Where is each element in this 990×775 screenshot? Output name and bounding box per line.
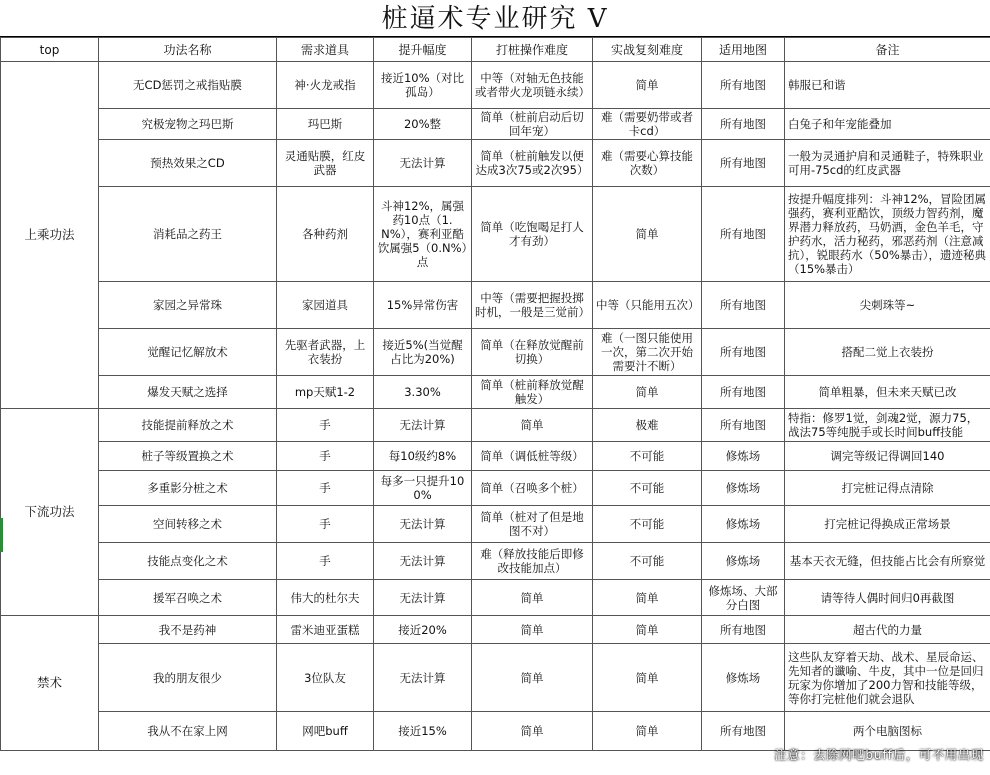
real-difficulty-cell: 难（需要奶带或者卡cd） — [593, 109, 702, 140]
col-header-real: 实战复刻难度 — [593, 38, 702, 62]
real-difficulty-cell: 简单 — [593, 644, 702, 712]
real-difficulty-cell: 简单 — [593, 187, 702, 282]
applicable-map-cell: 修炼场 — [702, 471, 785, 506]
table-row — [1, 506, 990, 543]
pile-difficulty-cell: 简单（在释放觉醒前切换） — [472, 329, 593, 376]
overlay-caption: 注意：去除网吧buff后，可不用出现 — [774, 748, 984, 762]
note-cell: 超古代的力量 — [785, 616, 990, 644]
note-cell: 白兔子和年宠能叠加 — [785, 109, 990, 140]
note-cell: 搭配二觉上衣装扮 — [785, 329, 990, 376]
technique-name-cell: 空间转移之术 — [99, 506, 277, 543]
pile-difficulty-cell: 简单 — [472, 580, 593, 616]
real-difficulty-cell: 极难 — [593, 409, 702, 442]
table-row — [1, 282, 990, 329]
pile-difficulty-cell: 简单（桩前释放觉醒触发） — [472, 376, 593, 409]
note-cell: 这些队友穿着天劫、战术、星辰命运、先知者的谶喻、牛皮，其中一位是回归玩家为你增加了200力智和技能等级，等你打完桩他们就会退队 — [785, 644, 990, 712]
table-row — [1, 140, 990, 187]
boost-amount-cell: 接近20% — [374, 616, 472, 644]
applicable-map-cell: 所有地图 — [702, 329, 785, 376]
real-difficulty-cell: 不可能 — [593, 543, 702, 580]
boost-amount-cell: 无法计算 — [374, 644, 472, 712]
boost-amount-cell: 接近15% — [374, 712, 472, 751]
note-cell: 调完等级记得调回140 — [785, 442, 990, 471]
real-difficulty-cell: 简单 — [593, 62, 702, 109]
boost-amount-cell: 无法计算 — [374, 409, 472, 442]
boost-amount-cell: 20%整 — [374, 109, 472, 140]
col-header-note: 备注 — [785, 38, 990, 62]
technique-name-cell: 爆发天赋之选择 — [99, 376, 277, 409]
applicable-map-cell: 所有地图 — [702, 409, 785, 442]
required-item-cell: 玛巴斯 — [277, 109, 374, 140]
real-difficulty-cell: 难（需要心算技能次数） — [593, 140, 702, 187]
applicable-map-cell: 修炼场 — [702, 644, 785, 712]
col-header-map: 适用地图 — [702, 38, 785, 62]
category-cell: 上乘功法 — [1, 62, 99, 409]
pile-difficulty-cell: 简单（调低桩等级） — [472, 442, 593, 471]
boost-amount-cell: 无法计算 — [374, 543, 472, 580]
technique-name-cell: 无CD惩罚之戒指贴膜 — [99, 62, 277, 109]
col-header-top: top — [1, 38, 99, 62]
note-cell: 简单粗暴，但未来天赋已改 — [785, 376, 990, 409]
technique-name-cell: 桩子等级置换之术 — [99, 442, 277, 471]
technique-name-cell: 家园之异常珠 — [99, 282, 277, 329]
required-item-cell: 3位队友 — [277, 644, 374, 712]
boost-amount-cell: 3.30% — [374, 376, 472, 409]
table-row — [1, 616, 990, 644]
boost-amount-cell: 每10级约8% — [374, 442, 472, 471]
technique-name-cell: 技能点变化之术 — [99, 543, 277, 580]
applicable-map-cell: 所有地图 — [702, 187, 785, 282]
note-cell: 一般为灵通护肩和灵通鞋子，特殊职业可用-75cd的红皮武器 — [785, 140, 990, 187]
required-item-cell: 神·火龙戒指 — [277, 62, 374, 109]
technique-name-cell: 我的朋友很少 — [99, 644, 277, 712]
real-difficulty-cell: 简单 — [593, 580, 702, 616]
real-difficulty-cell: 不可能 — [593, 471, 702, 506]
applicable-map-cell: 所有地图 — [702, 616, 785, 644]
boost-amount-cell: 接近5%(当觉醒占比为20%) — [374, 329, 472, 376]
category-cell: 禁术 — [1, 616, 99, 751]
boost-amount-cell: 斗神12%，属强药10点（1.N%），赛利亚酷饮属强5（0.N%）点 — [374, 187, 472, 282]
applicable-map-cell: 修炼场、大部分白图 — [702, 580, 785, 616]
col-header-item: 需求道具 — [277, 38, 374, 62]
techniques-table — [0, 37, 990, 751]
pile-difficulty-cell: 简单（桩前触发以便达成3次75或2次95） — [472, 140, 593, 187]
boost-amount-cell: 15%异常伤害 — [374, 282, 472, 329]
real-difficulty-cell: 不可能 — [593, 506, 702, 543]
technique-name-cell: 技能提前释放之术 — [99, 409, 277, 442]
applicable-map-cell: 所有地图 — [702, 109, 785, 140]
required-item-cell: 手 — [277, 543, 374, 580]
required-item-cell: 先驱者武器，上衣装扮 — [277, 329, 374, 376]
applicable-map-cell: 所有地图 — [702, 376, 785, 409]
required-item-cell: mp天赋1-2 — [277, 376, 374, 409]
col-header-boost: 提升幅度 — [374, 38, 472, 62]
table-row — [1, 471, 990, 506]
note-cell: 基本天衣无缝，但技能占比会有所察觉 — [785, 543, 990, 580]
col-header-pile: 打桩操作难度 — [472, 38, 593, 62]
real-difficulty-cell: 中等（只能用五次） — [593, 282, 702, 329]
pile-difficulty-cell: 简单 — [472, 644, 593, 712]
note-cell: 韩服已和谐 — [785, 62, 990, 109]
real-difficulty-cell: 简单 — [593, 616, 702, 644]
required-item-cell: 雷米迪亚蛋糕 — [277, 616, 374, 644]
technique-name-cell: 究极宠物之玛巴斯 — [99, 109, 277, 140]
table-row — [1, 543, 990, 580]
table-row — [1, 580, 990, 616]
boost-amount-cell: 无法计算 — [374, 140, 472, 187]
real-difficulty-cell: 简单 — [593, 376, 702, 409]
applicable-map-cell: 所有地图 — [702, 282, 785, 329]
pile-difficulty-cell: 简单（桩前启动后切回年宠） — [472, 109, 593, 140]
note-cell: 尖刺珠等~ — [785, 282, 990, 329]
pile-difficulty-cell: 中等（需要把握投掷时机，一般是三觉前） — [472, 282, 593, 329]
technique-name-cell: 我从不在家上网 — [99, 712, 277, 751]
pile-difficulty-cell: 简单（桩对了但是地图不对） — [472, 506, 593, 543]
table-row — [1, 376, 990, 409]
sheet-title: 桩逼术专业研究 V — [0, 0, 990, 37]
technique-name-cell: 觉醒记忆解放术 — [99, 329, 277, 376]
boost-amount-cell: 每多一只提升100% — [374, 471, 472, 506]
pile-difficulty-cell: 简单 — [472, 712, 593, 751]
technique-name-cell: 预热效果之CD — [99, 140, 277, 187]
table-row — [1, 187, 990, 282]
note-cell: 请等待人偶时间归0再截图 — [785, 580, 990, 616]
pile-difficulty-cell: 简单（吃饱喝足打人才有劲） — [472, 187, 593, 282]
applicable-map-cell: 所有地图 — [702, 712, 785, 751]
header-row — [1, 38, 990, 62]
required-item-cell: 灵通贴膜，红皮武器 — [277, 140, 374, 187]
technique-name-cell: 消耗品之药王 — [99, 187, 277, 282]
real-difficulty-cell: 不可能 — [593, 442, 702, 471]
boost-amount-cell: 无法计算 — [374, 580, 472, 616]
technique-name-cell: 多重影分桩之术 — [99, 471, 277, 506]
note-cell: 按提升幅度排列：斗神12%，冒险团属强药，赛利亚酷饮，顶级力智药剂，魔界潜力释放药，马奶酒，金色羊毛，守护药水，活力秘药，邪恶药剂（注意减抗），锐眼药水（50%暴击），遗迹秘典（15%暴击） — [785, 187, 990, 282]
required-item-cell: 手 — [277, 471, 374, 506]
required-item-cell: 网吧buff — [277, 712, 374, 751]
real-difficulty-cell: 简单 — [593, 712, 702, 751]
required-item-cell: 手 — [277, 506, 374, 543]
required-item-cell: 家园道具 — [277, 282, 374, 329]
category-cell: 下流功法 — [1, 409, 99, 616]
applicable-map-cell: 修炼场 — [702, 506, 785, 543]
note-cell: 打完桩记得点清除 — [785, 471, 990, 506]
required-item-cell: 手 — [277, 442, 374, 471]
pile-difficulty-cell: 简单（召唤多个桩） — [472, 471, 593, 506]
table-row — [1, 409, 990, 442]
pile-difficulty-cell: 中等（对轴无色技能或者带火龙项链永续） — [472, 62, 593, 109]
technique-name-cell: 援军召唤之术 — [99, 580, 277, 616]
applicable-map-cell: 修炼场 — [702, 442, 785, 471]
required-item-cell: 各种药剂 — [277, 187, 374, 282]
required-item-cell: 手 — [277, 409, 374, 442]
applicable-map-cell: 所有地图 — [702, 62, 785, 109]
green-sheet-marker — [0, 518, 3, 552]
applicable-map-cell: 修炼场 — [702, 543, 785, 580]
required-item-cell: 伟大的杜尔夫 — [277, 580, 374, 616]
table-row — [1, 329, 990, 376]
pile-difficulty-cell: 难（释放技能后即修改技能加点） — [472, 543, 593, 580]
real-difficulty-cell: 难（一图只能使用一次，第二次开始需要汁不断） — [593, 329, 702, 376]
table-row — [1, 109, 990, 140]
boost-amount-cell: 接近10%（对比孤岛） — [374, 62, 472, 109]
table-row — [1, 712, 990, 751]
table-row — [1, 644, 990, 712]
pile-difficulty-cell: 简单 — [472, 409, 593, 442]
note-cell: 两个电脑图标 — [785, 712, 990, 751]
table-row — [1, 442, 990, 471]
note-cell: 打完桩记得换成正常场景 — [785, 506, 990, 543]
note-cell: 特指：修罗1觉，剑魂2觉，源力75，战法75等纯脱手或长时间buff技能 — [785, 409, 990, 442]
table-row — [1, 62, 990, 109]
applicable-map-cell: 所有地图 — [702, 140, 785, 187]
technique-name-cell: 我不是药神 — [99, 616, 277, 644]
col-header-name: 功法名称 — [99, 38, 277, 62]
boost-amount-cell: 无法计算 — [374, 506, 472, 543]
pile-difficulty-cell: 简单 — [472, 616, 593, 644]
